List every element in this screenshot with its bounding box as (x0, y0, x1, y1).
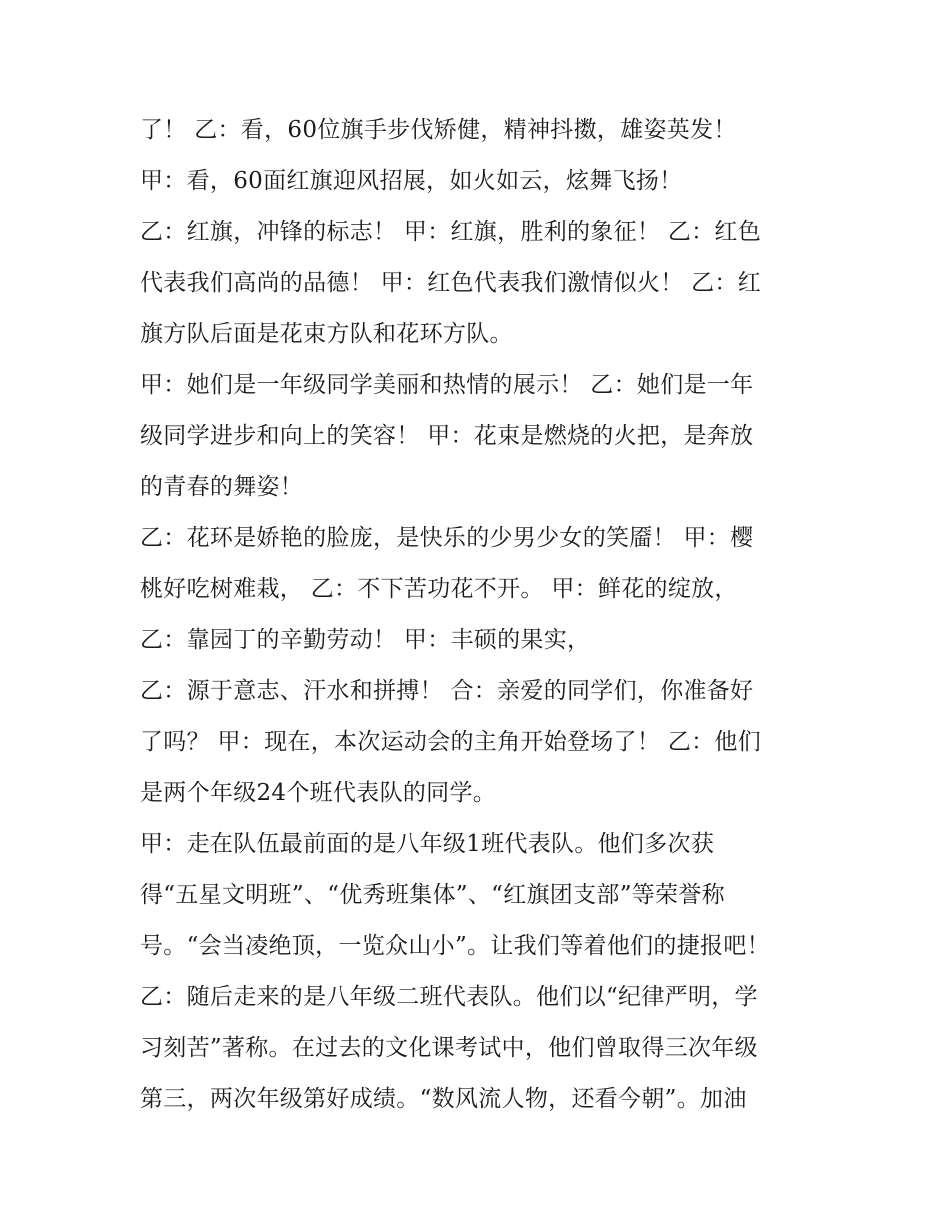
text-line-9: 乙：花环是娇艳的脸庞，是快乐的少男少女的笑靥！ 甲：樱 (140, 525, 754, 551)
text-line-5: 旗方队后面是花束方队和花环方队。 (140, 321, 513, 347)
text-line-8: 的青春的舞姿！ (140, 474, 304, 500)
document-body (140, 105, 820, 1125)
text-line-6: 甲：她们是一年级同学美丽和热情的展示！ 乙：她们是一年 (140, 372, 754, 398)
text-line-7: 级同学进步和向上的笑容！ 甲：花束是燃烧的火把，是奔放 (140, 423, 754, 449)
text-line-16: 得“五星文明班”、“优秀班集体”、“红旗团支部”等荣誉称 (140, 882, 725, 908)
text-line-4: 代表我们高尚的品德！ 甲：红色代表我们激情似火！ 乙：红 (140, 270, 762, 296)
text-line-12: 乙：源于意志、汗水和拼搏！ 合：亲爱的同学们，你准备好 (140, 678, 754, 704)
text-line-10: 桃好吃树难栽， 乙：不下苦功花不开。 甲：鲜花的绽放， (140, 576, 738, 602)
text-line-15: 甲：走在队伍最前面的是八年级1班代表队。他们多次获 (140, 831, 715, 857)
text-line-2: 甲：看，60面红旗迎风招展，如火如云，炫舞飞扬！ (140, 168, 683, 194)
text-line-1: 了！ 乙：看，60位旗手步伐矫健，精神抖擞，雄姿英发！ (140, 117, 737, 143)
text-line-19: 习刻苦”著称。在过去的文化课考试中，他们曾取得三次年级 (140, 1035, 758, 1061)
text-line-3: 乙：红旗，冲锋的标志！ 甲：红旗，胜利的象征！ 乙：红色 (140, 219, 762, 245)
text-line-14: 是两个年级24个班代表队的同学。 (140, 780, 497, 806)
text-line-18: 乙：随后走来的是八年级二班代表队。他们以“纪律严明，学 (140, 984, 758, 1010)
text-line-13: 了吗？ 甲：现在，本次运动会的主角开始登场了！ 乙：他们 (140, 729, 762, 755)
text-line-11: 乙：靠园丁的辛勤劳动！ 甲：丰硕的果实， (140, 627, 591, 653)
text-line-17: 号。“会当凌绝顶，一览众山小”。让我们等着他们的捷报吧！ (140, 933, 770, 959)
text-line-20: 第三，两次年级第好成绩。“数风流人物，还看今朝”。加油 (140, 1086, 747, 1112)
